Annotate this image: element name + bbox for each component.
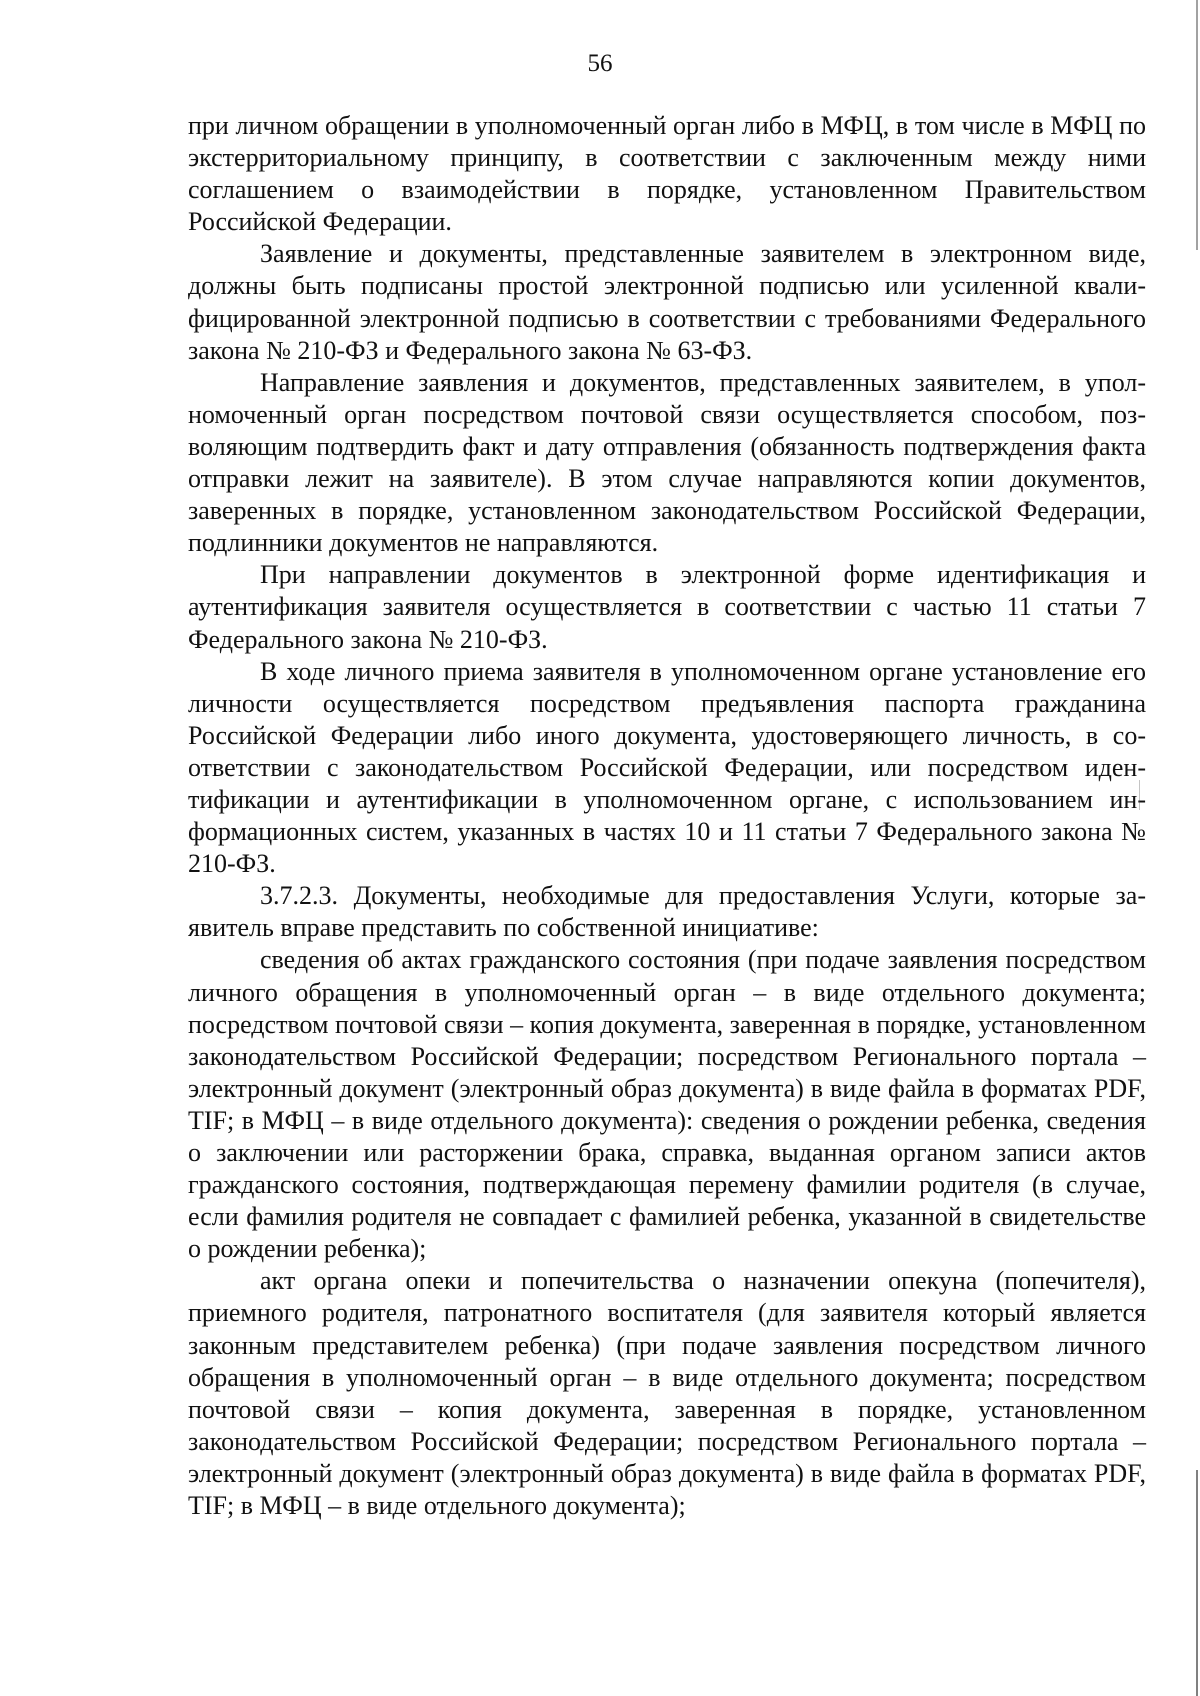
paragraph-signature-requirements: Заявление и документы, представленные заявителем в электронном виде, должны быть подписаны простой электронной подписью или усиленной квалифицированной электронной подписью в соответствии с требованиями Федерального закона № 210-ФЗ и Федерального закона № 63-ФЗ. — [188, 239, 1146, 365]
paragraph-guardianship-act: акт органа опеки и попечительства о назначении опекуна (попечителя), приемного родителя, патронатного воспитателя (для заявителя который является законным представителем ребенка) (при подаче заявления посредством личного обращения в уполномоченный орган – в виде отдельного документа; посредством почтовой связи – копия документа, заверенная в порядке, установленном законодательством Российской Федерации; посредством Регионального портала – электронный документ (электронный образ документа) в виде файла в форматах PDF, TIF; в МФЦ – в виде отдельного документа); — [188, 1266, 1146, 1521]
paragraph-electronic-identification: При направлении документов в электронной форме идентификация и аутентификация заявителя осуществляется в соответствии с частью 11 статьи 7 Федерального закона № 210-ФЗ. — [188, 560, 1146, 654]
paragraph-postal-submission: Направление заявления и документов, представленных заявителем, в уполномоченный орган посредством почтовой связи осуществляется способом, позволяющим подтвердить факт и дату отправления (обязанность подтверждения факта отправки лежит на заявителе). В этом случае направляются копии документов, заверенных в порядке, установленном законодательством Российской Федерации, подлинники документов не направляются. — [188, 367, 1146, 558]
scan-mark — [1139, 780, 1140, 810]
paragraph-continuation: при личном обращении в уполномоченный орган либо в МФЦ, в том числе в МФЦ по экстерриториальному принципу, в соответствии с заключенным между ними соглашением о взаимодействии в порядке, установленном Правительством Российской Федерации. — [188, 111, 1146, 237]
paragraph-civil-status-records: сведения об актах гражданского состояния (при подаче заявления посредством личного обращения в уполномоченный орган – в виде отдельного документа; посредством почтовой связи – копия документа, заверенная в порядке, установленном законодательством Российской Федерации; посредством Регионального портала – электронный документ (электронный образ документа) в виде файла в форматах PDF, TIF; в МФЦ – в виде отдельного документа): сведения о рождении ребенка, сведения о заключении или расторжении брака, справка, выданная органом записи актов гражданского состояния, подтверждающая перемену фамилии родителя (в случае, если фамилия родителя не совпадает с фамилией ребенка, указанной в свидетельстве о рождении ребенка); — [188, 945, 1146, 1264]
paragraph-section-3-7-2-3: 3.7.2.3. Документы, необходимые для предоставления Услуги, которые заявитель вправе представить по собственной инициативе: — [188, 881, 1146, 943]
scan-edge-line — [1196, 0, 1198, 250]
page-number: 56 — [587, 50, 613, 77]
scan-edge-line — [1196, 1470, 1198, 1696]
paragraph-personal-reception: В ходе личного приема заявителя в уполномоченном органе установление его личности осуществляется посредством предъявления паспорта гражданина Российской Федерации либо иного документа, удостоверяющего личность, в соответствии с законодательством Российской Федерации, или посредством идентификации и аутентификации в уполномоченном органе, с использованием информационных систем, указанных в частях 10 и 11 статьи 7 Федерального закона № 210-ФЗ. — [188, 656, 1146, 879]
document-body — [188, 110, 1146, 1522]
